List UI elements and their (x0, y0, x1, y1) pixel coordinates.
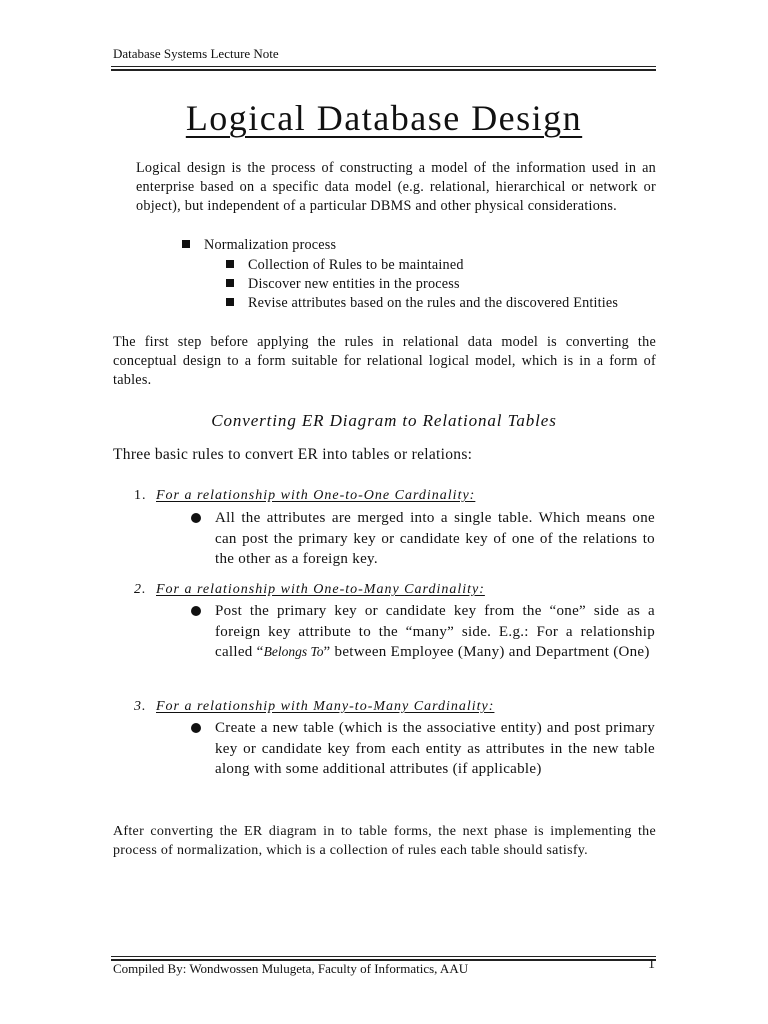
footer-rule-thin (111, 956, 656, 957)
page-title (0, 97, 768, 139)
bullet-text: Revise attributes based on the rules and the discovered Entities (248, 295, 619, 311)
square-bullet-icon (226, 260, 234, 268)
first-step-paragraph: The first step before applying the rules in relational data model is converting the conceptual design to a form suitable for relational logical model, which is in a form of tables. (113, 334, 656, 388)
rule-number: 1. (134, 488, 147, 503)
rule-heading-label: For a relationship with Many-to-Many Cardinality: (156, 699, 495, 714)
running-header: Database Systems Lecture Note (113, 46, 279, 61)
section-heading: Converting ER Diagram to Relational Tables (211, 411, 557, 430)
square-bullet-icon (182, 240, 190, 248)
rule-heading-label: For a relationship with One-to-One Cardinality: (156, 488, 476, 503)
bullet-text: Normalization process (204, 237, 337, 253)
after-paragraph: After converting the ER diagram in to table forms, the next phase is implementing the process of normalization, which is a collection of rules each table should satisfy. (113, 824, 656, 858)
page-number: 1 (648, 957, 655, 972)
square-bullet-icon (226, 298, 234, 306)
square-bullet-icon (226, 279, 234, 287)
bullet-discover-entities (226, 275, 460, 294)
rule-2-text (215, 601, 655, 663)
rule-text-part: ” between Employee (Many) and Department (One) (323, 644, 650, 660)
rule-1-heading (134, 488, 475, 504)
intro-paragraph: Logical design is the process of constructing a model of the information used in an enterprise based on a specific data model (e.g. relational, hierarchical or network or object), but independent of a particular DBMS and other physical considerations. (136, 160, 656, 214)
header-rule-thin (111, 66, 656, 67)
rule-1-text: All the attributes are merged into a single table. Which means one can post the primary key or candidate key of one of the relations to the other as a foreign key. (215, 510, 655, 567)
running-footer: Compiled By: Wondwossen Mulugeta, Faculty of Informatics, AAU (113, 961, 469, 976)
basic-rules-intro: Three basic rules to convert ER into tables or relations: (113, 446, 473, 463)
page-title-text: Logical Database Design (185, 98, 583, 138)
rule-number: 2. (134, 582, 147, 597)
rule-number: 3. (134, 699, 147, 714)
round-bullet-icon (191, 723, 201, 733)
round-bullet-icon (191, 606, 201, 616)
bullet-text: Discover new entities in the process (248, 276, 460, 292)
rule-3-heading (134, 699, 494, 715)
header-rule-thick (111, 69, 656, 71)
belongs-to-emphasis: Belongs To (263, 644, 324, 659)
bullet-collection-of-rules (226, 256, 464, 275)
bullet-text: Collection of Rules to be maintained (248, 257, 464, 273)
round-bullet-icon (191, 513, 201, 523)
rule-text-part: Post the primary key or candidate key from the “one” side as a foreign key attribute to the “many” side. E.g.: For a relationship called “ (215, 603, 655, 660)
rule-3-text: Create a new table (which is the associative entity) and post primary key or candidate key from each entity as attributes in the new table along with some additional attributes (if applicable) (215, 720, 655, 777)
bullet-normalization (182, 236, 336, 255)
rule-heading-label: For a relationship with One-to-Many Cardinality: (156, 582, 485, 597)
bullet-revise-attributes (226, 294, 656, 313)
rule-2-heading (134, 582, 485, 598)
